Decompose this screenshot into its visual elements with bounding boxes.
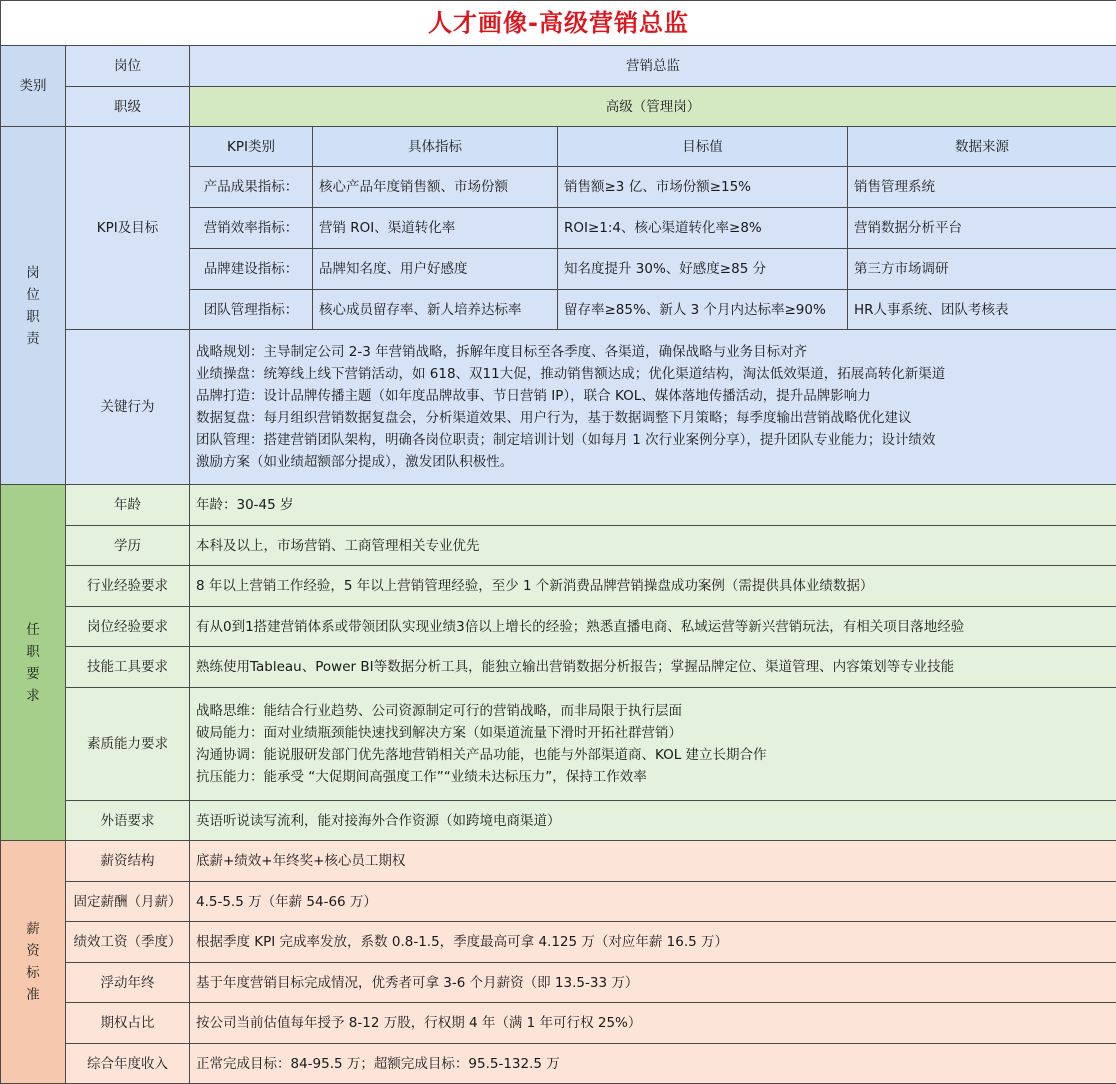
salary-value: 基于年度营销目标完成情况，优秀者可拿 3-6 个月薪资（即 13.5-33 万） [190, 963, 1116, 1003]
salary-section-label [1, 841, 66, 1084]
kpi-cell: 品牌知名度、用户好感度 [313, 249, 558, 290]
kpi-cell: ROI≥1:4、核心渠道转化率≥8% [558, 208, 848, 249]
level-value: 高级（管理岗） [190, 87, 1116, 127]
kpi-cell: 第三方市场调研 [848, 249, 1116, 290]
duties-label-char: 责 [7, 328, 59, 350]
kpi-cell: 销售管理系统 [848, 167, 1116, 208]
salary-label-char: 标 [7, 962, 59, 984]
requirement-value: 年龄：30-45 岁 [190, 485, 1116, 526]
requirement-label: 技能工具要求 [66, 647, 190, 688]
requirement-value: 熟练使用Tableau、Power BI等数据分析工具，能独立输出营销数据分析报告；掌握品牌定位、渠道管理、内容策划等专业技能 [190, 647, 1116, 688]
salary-value: 正常完成目标：84-95.5 万；超额完成目标：95.5-132.5 万 [190, 1044, 1116, 1084]
behavior-item: 数据复盘：每月组织营销数据复盘会，分析渠道效果、用户行为，基于数据调整下月策略；每季度输出营销战略优化建议 [196, 407, 1110, 429]
requirements-label-char: 任 [7, 619, 59, 641]
kpi-label: KPI及目标 [66, 127, 190, 330]
requirements-label-char: 要 [7, 663, 59, 685]
position-label: 岗位 [66, 46, 190, 87]
salary-label: 浮动年终 [66, 963, 190, 1003]
quality-list [190, 688, 1116, 801]
kpi-header-category: KPI类别 [190, 127, 313, 167]
page-title: 人才画像-高级营销总监 [1, 1, 1116, 46]
kpi-cell: HR人事系统、团队考核表 [848, 290, 1116, 330]
duties-label-char: 岗 [7, 262, 59, 284]
requirements-label-char: 求 [7, 685, 59, 707]
salary-value: 底薪+绩效+年终奖+核心员工期权 [190, 841, 1116, 882]
requirement-label: 学历 [66, 526, 190, 566]
requirement-value: 8 年以上营销工作经验，5 年以上营销管理经验，至少 1 个新消费品牌营销操盘成功案例（需提供具体业绩数据） [190, 566, 1116, 607]
level-label: 职级 [66, 87, 190, 127]
requirement-value: 有从0到1搭建营销体系或带领团队实现业绩3倍以上增长的经验；熟悉直播电商、私域运营等新兴营销玩法，有相关项目落地经验 [190, 607, 1116, 647]
duties-section-label [1, 127, 66, 485]
salary-label: 薪资结构 [66, 841, 190, 882]
kpi-header-source: 数据来源 [848, 127, 1116, 167]
salary-label-char: 资 [7, 940, 59, 962]
salary-label: 固定薪酬（月薪） [66, 882, 190, 922]
salary-label: 综合年度收入 [66, 1044, 190, 1084]
kpi-cell: 知名度提升 30%、好感度≥85 分 [558, 249, 848, 290]
requirement-label: 行业经验要求 [66, 566, 190, 607]
requirements-section-label [1, 485, 66, 841]
quality-item: 沟通协调：能说服研发部门优先落地营销相关产品功能，也能与外部渠道商、KOL 建立长期合作 [196, 744, 1110, 766]
language-value: 英语听说读写流利，能对接海外合作资源（如跨境电商渠道） [190, 801, 1116, 841]
kpi-cell: 营销效率指标： [190, 208, 313, 249]
position-value: 营销总监 [190, 46, 1116, 87]
behavior-list [190, 330, 1116, 485]
kpi-cell: 营销 ROI、渠道转化率 [313, 208, 558, 249]
behavior-item: 品牌打造：设计品牌传播主题（如年度品牌故事、节日营销 IP），联合 KOL、媒体落地传播活动，提升品牌影响力 [196, 385, 1110, 407]
kpi-cell: 销售额≥3 亿、市场份额≥15% [558, 167, 848, 208]
language-label: 外语要求 [66, 801, 190, 841]
kpi-cell: 营销数据分析平台 [848, 208, 1116, 249]
kpi-cell: 核心产品年度销售额、市场份额 [313, 167, 558, 208]
salary-label-char: 准 [7, 984, 59, 1006]
behavior-item: 团队管理：搭建营销团队架构，明确各岗位职责；制定培训计划（如每月 1 次行业案例分享），提升团队专业能力；设计绩效 [196, 429, 1110, 451]
kpi-cell: 品牌建设指标： [190, 249, 313, 290]
salary-label-char: 薪 [7, 918, 59, 940]
quality-item: 破局能力：面对业绩瓶颈能快速找到解决方案（如渠道流量下滑时开拓社群营销） [196, 722, 1110, 744]
requirement-label: 年龄 [66, 485, 190, 526]
quality-item: 战略思维：能结合行业趋势、公司资源制定可行的营销战略，而非局限于执行层面 [196, 700, 1110, 722]
salary-value: 按公司当前估值每年授予 8-12 万股，行权期 4 年（满 1 年可行权 25%） [190, 1003, 1116, 1044]
behavior-label: 关键行为 [66, 330, 190, 485]
kpi-cell: 留存率≥85%、新人 3 个月内达标率≥90% [558, 290, 848, 330]
kpi-cell: 核心成员留存率、新人培养达标率 [313, 290, 558, 330]
salary-value: 根据季度 KPI 完成率发放，系数 0.8-1.5，季度最高可拿 4.125 万（对应年薪 16.5 万） [190, 922, 1116, 963]
quality-label: 素质能力要求 [66, 688, 190, 801]
behavior-item: 激励方案（如业绩超额部分提成），激发团队积极性。 [196, 451, 1110, 473]
salary-value: 4.5-5.5 万（年薪 54-66 万） [190, 882, 1116, 922]
requirement-value: 本科及以上，市场营销、工商管理相关专业优先 [190, 526, 1116, 566]
kpi-cell: 产品成果指标： [190, 167, 313, 208]
kpi-cell: 团队管理指标： [190, 290, 313, 330]
requirement-label: 岗位经验要求 [66, 607, 190, 647]
salary-label: 绩效工资（季度） [66, 922, 190, 963]
kpi-header-target: 目标值 [558, 127, 848, 167]
category-label: 类别 [1, 46, 66, 127]
behavior-item: 战略规划：主导制定公司 2-3 年营销战略，拆解年度目标至各季度、各渠道，确保战略与业务目标对齐 [196, 341, 1110, 363]
duties-label-char: 位 [7, 284, 59, 306]
kpi-header-metric: 具体指标 [313, 127, 558, 167]
salary-label: 期权占比 [66, 1003, 190, 1044]
requirements-label-char: 职 [7, 641, 59, 663]
behavior-item: 业绩操盘：统筹线上线下营销活动，如 618、双11大促，推动销售额达成；优化渠道结构，淘汰低效渠道，拓展高转化新渠道 [196, 363, 1110, 385]
duties-label-char: 职 [7, 306, 59, 328]
quality-item: 抗压能力：能承受 “大促期间高强度工作”“业绩未达标压力”，保持工作效率 [196, 766, 1110, 788]
